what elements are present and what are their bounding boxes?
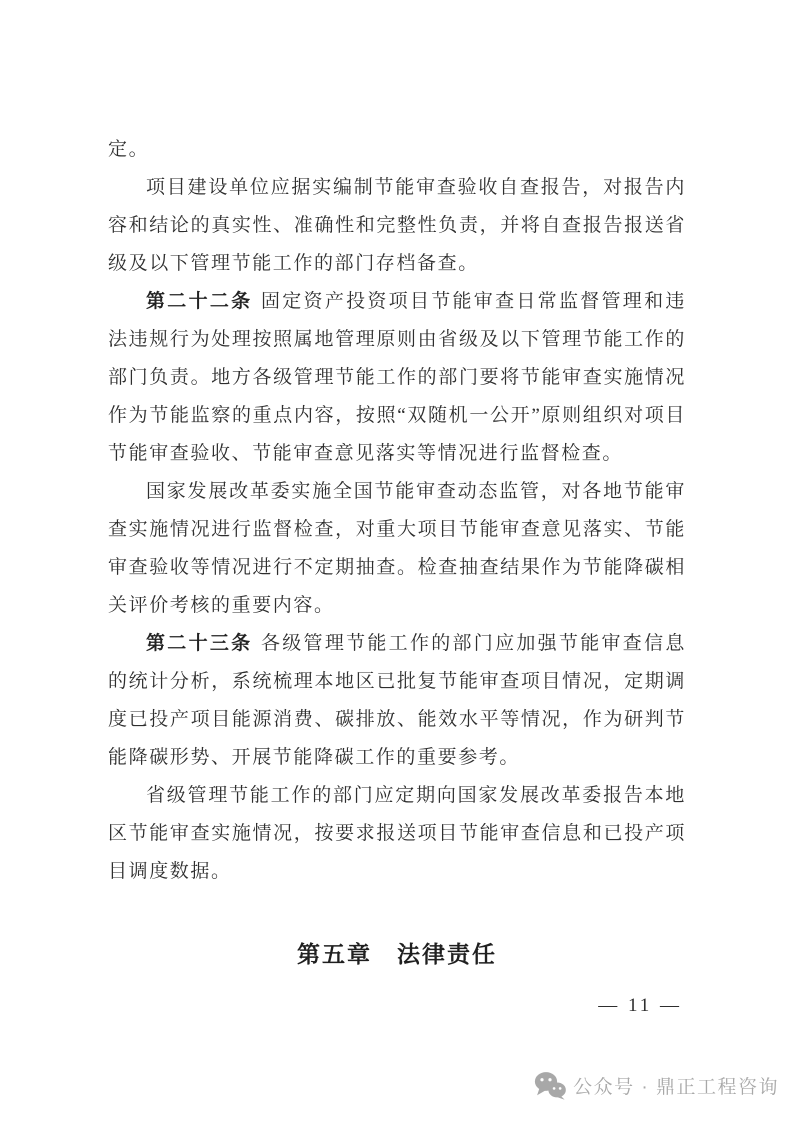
paragraph: 项目建设单位应据实编制节能审查验收自查报告，对报告内容和结论的真实性、准确性和完整性负责，并将自查报告报送省级及以下管理节能工作的部门存档备查。 [108, 177, 686, 274]
paragraph-article-22 [108, 283, 686, 473]
article-number-label: 第二十二条 [146, 291, 253, 312]
wechat-icon [534, 1071, 566, 1100]
footer-watermark-text: 公众号 · 鼎正工程咨询 [573, 1077, 779, 1098]
paragraph-continuation: 定。 [108, 139, 150, 160]
footer-watermark [534, 1071, 779, 1100]
document-body [108, 131, 686, 891]
article-body-text: 各级管理节能工作的部门应加强节能审查信息的统计分析，系统梳理本地区已批复节能审查项目情况，定期调度已投产项目能源消费、碳排放、能效水平等情况，作为研判节能降碳形势、开展节能降碳工作的重要参考。 [108, 633, 686, 768]
article-body-text: 固定资产投资项目节能审查日常监督管理和违法违规行为处理按照属地管理原则由省级及以下管理节能工作的部门负责。地方各级管理节能工作的部门要将节能审查实施情况作为节能监察的重点内容，按照“双随机一公开”原则组织对项目节能审查验收、节能审查意见落实等情况进行监督检查。 [108, 291, 686, 464]
page-number: — 11 — [598, 995, 682, 1016]
article-number-label: 第二十三条 [146, 633, 253, 654]
paragraph: 省级管理节能工作的部门应定期向国家发展改革委报告本地区节能审查实施情况，按要求报送项目节能审查信息和已投产项目调度数据。 [108, 785, 686, 882]
paragraph-article-23 [108, 625, 686, 777]
paragraph: 国家发展改革委实施全国节能审查动态监管，对各地节能审查实施情况进行监督检查，对重大项目节能审查意见落实、节能审查验收等情况进行不定期抽查。检查抽查结果作为节能降碳相关评价考核的重要内容。 [108, 481, 686, 616]
chapter-heading: 第五章 法律责任 [297, 941, 497, 967]
